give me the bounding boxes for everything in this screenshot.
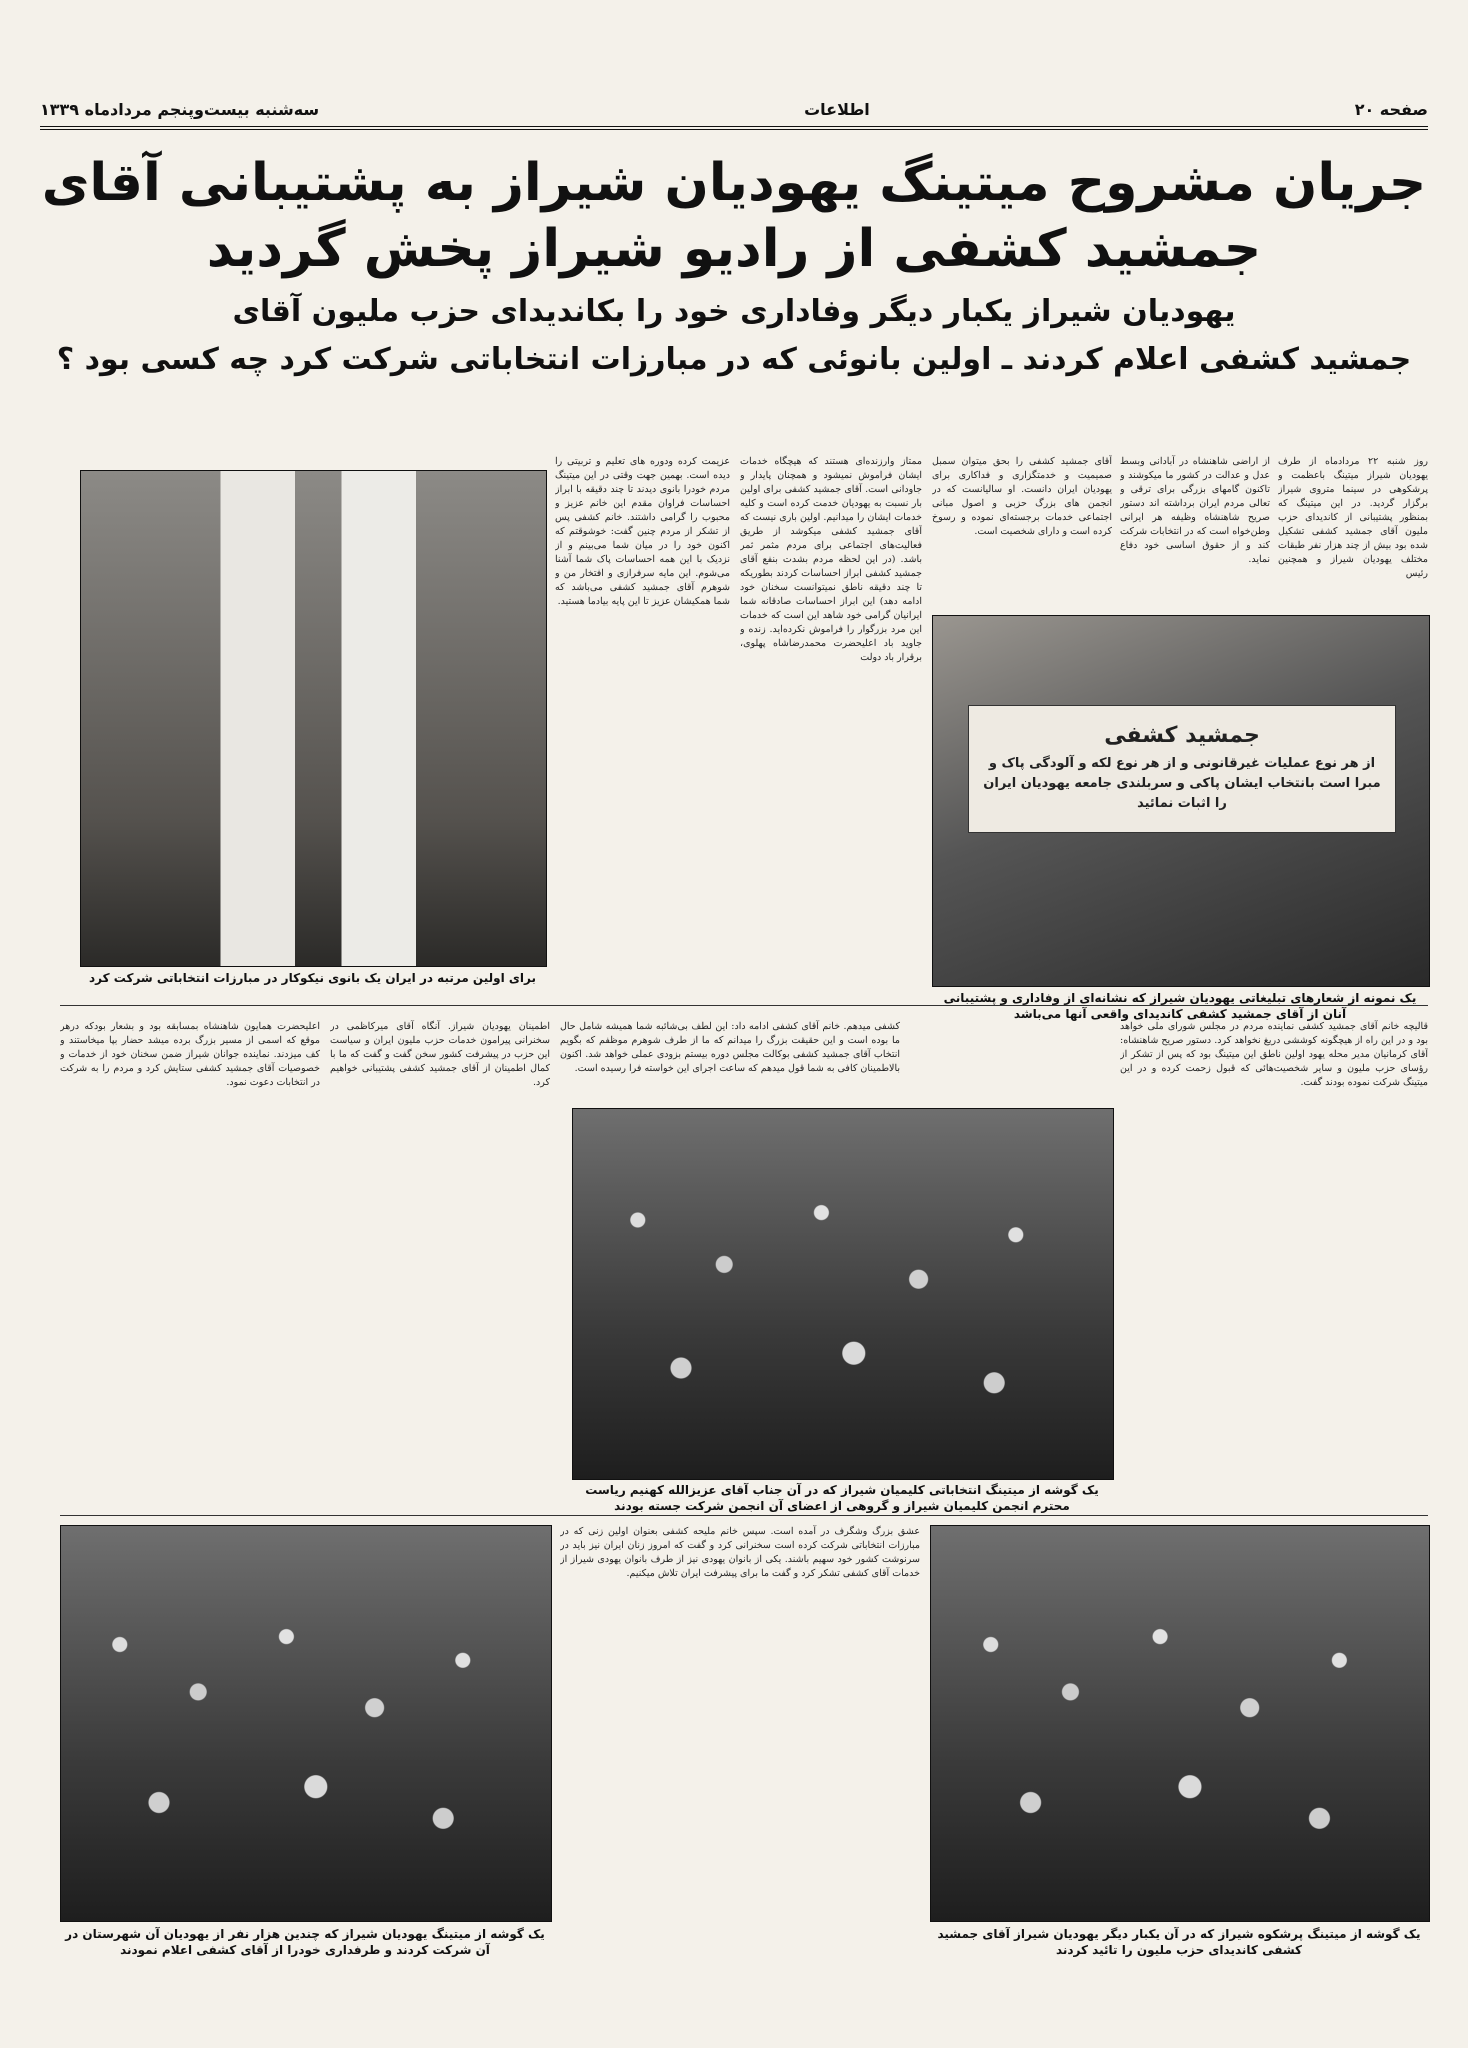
section-divider-lower [60,1515,1428,1516]
section-divider [60,1005,1428,1006]
sub-headline-line1: یهودیان شیراز یکبار دیگر وفاداری خود را بکاندیدای حزب ملیون آقای [232,294,1236,329]
article-column-1: روز شنبه ۲۲ مردادماه از طرف یهودیان شیراز میتینگ باعظمت و پرشکوهی در سینما متروی شیراز برگزار گردید. در این میتینگ که بمنظور پشتیبانی از کاندیدای حزب ملیون آقای جمشید کشفی تشکیل شده بود بیش از چند هزار نفر طبقات مختلف یهودیان شیراز و همچنین رئیس [1278,456,1428,579]
campaign-banner: جمشید کشفی از هر نوع عملیات غیرقانونی و از هر نوع لکه و آلودگی پاک و مبرا است بانتخاب ایشان پاکی و سربلندی جامعه یهودیان ایران را اثبات نمائید [968,705,1397,833]
stage-photo-caption: برای اولین مرتبه در ایران یک بانوی نیکوکار در مبارزات انتخاباتی شرکت کرد [89,971,536,985]
rally-photo-right-caption: یک گوشه از میتینگ پرشکوه شیراز که در آن یکبار دیگر یهودیان شیراز آقای جمشید کشفی کاندیدای حزب ملیون را تائید کردند [937,1927,1421,1957]
rally-photo-right [930,1525,1430,1922]
audience-photo-caption: یک گوشه از میتینگ انتخاباتی کلیمیان شیراز که در آن جناب آقای عزیزالله کهنیم ریاست محترم انجمن کلیمیان شیراز و گروهی از اعضای آن انجمن شرکت جسته بودند [585,1483,1099,1513]
banner-photo [932,615,1430,987]
article-column-6: اعلیحضرت همایون شاهنشاه بمسابقه بود و بشعار بودکه درهر موقع که اسمی از مسیر بزرگ برده میشد حضار بپا میخاستند و کف میزدند. نماینده جوانان شیراز ضمن سخنان خود از خدمات و خصوصیات آقای جمشید کشفی ستایش کرد و مردم را به شرکت در انتخابات دعوت نمود. [60,1021,320,1088]
article-column-9: قالیچه خانم آقای جمشید کشفی نماینده مردم در مجلس شورای ملی خواهد بود و در این راه از هیچگونه کوششی دریغ نخواهد کرد. دستور صریح شاهنشاه: آقای کرمانیان مدیر محله یهود اولین ناطق این میتینگ بود که پس از تشکر از رؤسای حزب ملیون و سایر شخصیت‌هائی که قبول زحمت کرده و در این میتینگ شرکت نموده بودند گفت. [1120,1021,1428,1088]
stage-photo [80,470,547,967]
article-column-8: کشفی میدهم. خانم آقای کشفی ادامه داد: این لطف بی‌شائبه شما همیشه شامل حال ما بوده است و این حقیقت بزرگ را میدانم که ما از طرف شوهرم موظفم که بگویم انتخاب آقای جمشید کشفی بوکالت مجلس دوره بیستم بزودی عملی خواهد شد. اکنون بالاطمینان کافی به شما قول میدهم که ساعت اجرای این خواسته فرا رسیده است. [560,1021,900,1074]
issue-date: سه‌شنبه بیست‌وپنجم مردادماه ۱۳۳۹ [40,99,320,119]
banner-photo-caption: یک نمونه از شعارهای تبلیغاتی یهودیان شیراز که نشانه‌ای از وفاداری و پشتیبانی آنان از آقای جمشید کشفی کاندیدای واقعی آنها می‌باشد [943,991,1417,1021]
headline-block [40,150,1428,384]
audience-photo [572,1108,1114,1480]
main-headline-line1: جریان مشروح میتینگ یهودیان شیراز به پشتیبانی آقای [41,153,1427,213]
article-column-7: اطمینان یهودیان شیراز. آنگاه آقای میرکاظمی در سخنرانی پیرامون خدمات حزب ملیون ایران و سیاست این حزب در پیشرفت کشور سخن گفت و گفت که ما با کمال اطمینان از آقای جمشید کشفی پشتیبانی خواهیم کرد. [330,1021,550,1088]
article-column-5: عزیمت کرده ودوره های تعلیم و تربیتی را دیده است. بهمین جهت وقتی در این میتینگ مردم خودرا بانوی دیدند تا چند دقیقه با ابراز احساسات فراوان مقدم این خانم عزیز و محبوب را گرامی داشتند. خانم کشفی پس از تشکر از مردم چنین گفت: خوشوقتم که اکنون خود را در میان شما می‌بینم و از نزدیک با این همه احساسات پاک شما آشنا می‌شوم. این مایه سرفرازی و افتخار من و شوهرم آقای جمشید کشفی می‌باشد که شما همکیشان عزیز تا این پایه بیادما هستید. [555,456,730,607]
article-column-4: ممتاز وارزنده‌ای هستند که هیچگاه خدمات ایشان فراموش نمیشود و همچنان پایدار و جاودانی است. آقای جمشید کشفی برای اولین بار نسبت به یهودیان خدمت کرده است و کلیه خدمات ایشان را میدانیم. اولین باری نیست که آقای جمشید کشفی میکوشد از طریق فعالیت‌های اجتماعی برای مردم مثمر ثمر باشد. (در این لحظه مردم بشدت بنفع آقای جمشید کشفی ابراز احساسات کردند بطوریکه تا چند دقیقه ناطق نمیتوانست سخنان خود ادامه دهد) این ابراز احساسات صادقانه شما ایرانیان گرامی خود شاهد این است که خدمات این مرد بزرگوار را فراموش نکرده‌اید. زنده و جاوید باد اعلیحضرت محمدرضاشاه پهلوی، برقرار باد دولت [740,456,922,663]
rally-photo-left-caption: یک گوشه از میتینگ یهودیان شیراز که چندین هزار نفر از یهودیان آن شهرستان در آن شرکت کردند و طرفداری خودرا از آقای کشفی اعلام نمودند [65,1927,545,1957]
page-header [40,92,1428,130]
rally-photo-left [60,1525,552,1922]
page-number: صفحه ۲۰ [1354,99,1428,119]
newspaper-name: اطلاعات [804,99,870,119]
main-headline-line2: جمشید کشفی از رادیو شیراز پخش گردید [206,219,1262,279]
sub-headline-line2: جمشید کشفی اعلام کردند ـ اولین بانوئی که در مبارزات انتخاباتی شرکت کرد چه کسی بود ؟ [56,342,1412,377]
article-column-2: از اراضی شاهنشاه در آبادانی وبسط عدل و عدالت در کشور ما میکوشند و تاکنون گامهای بزرگی برای ترقی و تعالی مردم ایران برداشته اند دستور صریح شاهنشاه وظیفه هر ایرانی وطن‌خواه است که در انتخابات شرکت کند و از حقوق اساسی خود دفاع نماید. [1120,456,1270,565]
article-column-10: عشق بزرگ وشگرف در آمده است. سپس خانم ملیحه کشفی بعنوان اولین زنی که در مبارزات انتخاباتی شرکت کرده است سخنرانی کرد و گفت که امروز زنان ایران نیز باید در سرنوشت کشور خود سهیم باشند. یکی از بانوان یهودی نیز از طرف بانوان یهودی شیراز از خدمات آقای کشفی تشکر کرد و گفت ما برای پیشرفت ایران تلاش میکنیم. [560,1526,920,1579]
article-column-3: آقای جمشید کشفی را بحق میتوان سمبل صمیمیت و خدمتگزاری و فداکاری برای یهودیان ایران دانست. او سالیانست که در انجمن های بزرگ حزبی و اصول مبانی اجتماعی خدمات برجسته‌ای نموده و رسوخ کرده است و دارای شخصیت است. [932,456,1112,537]
